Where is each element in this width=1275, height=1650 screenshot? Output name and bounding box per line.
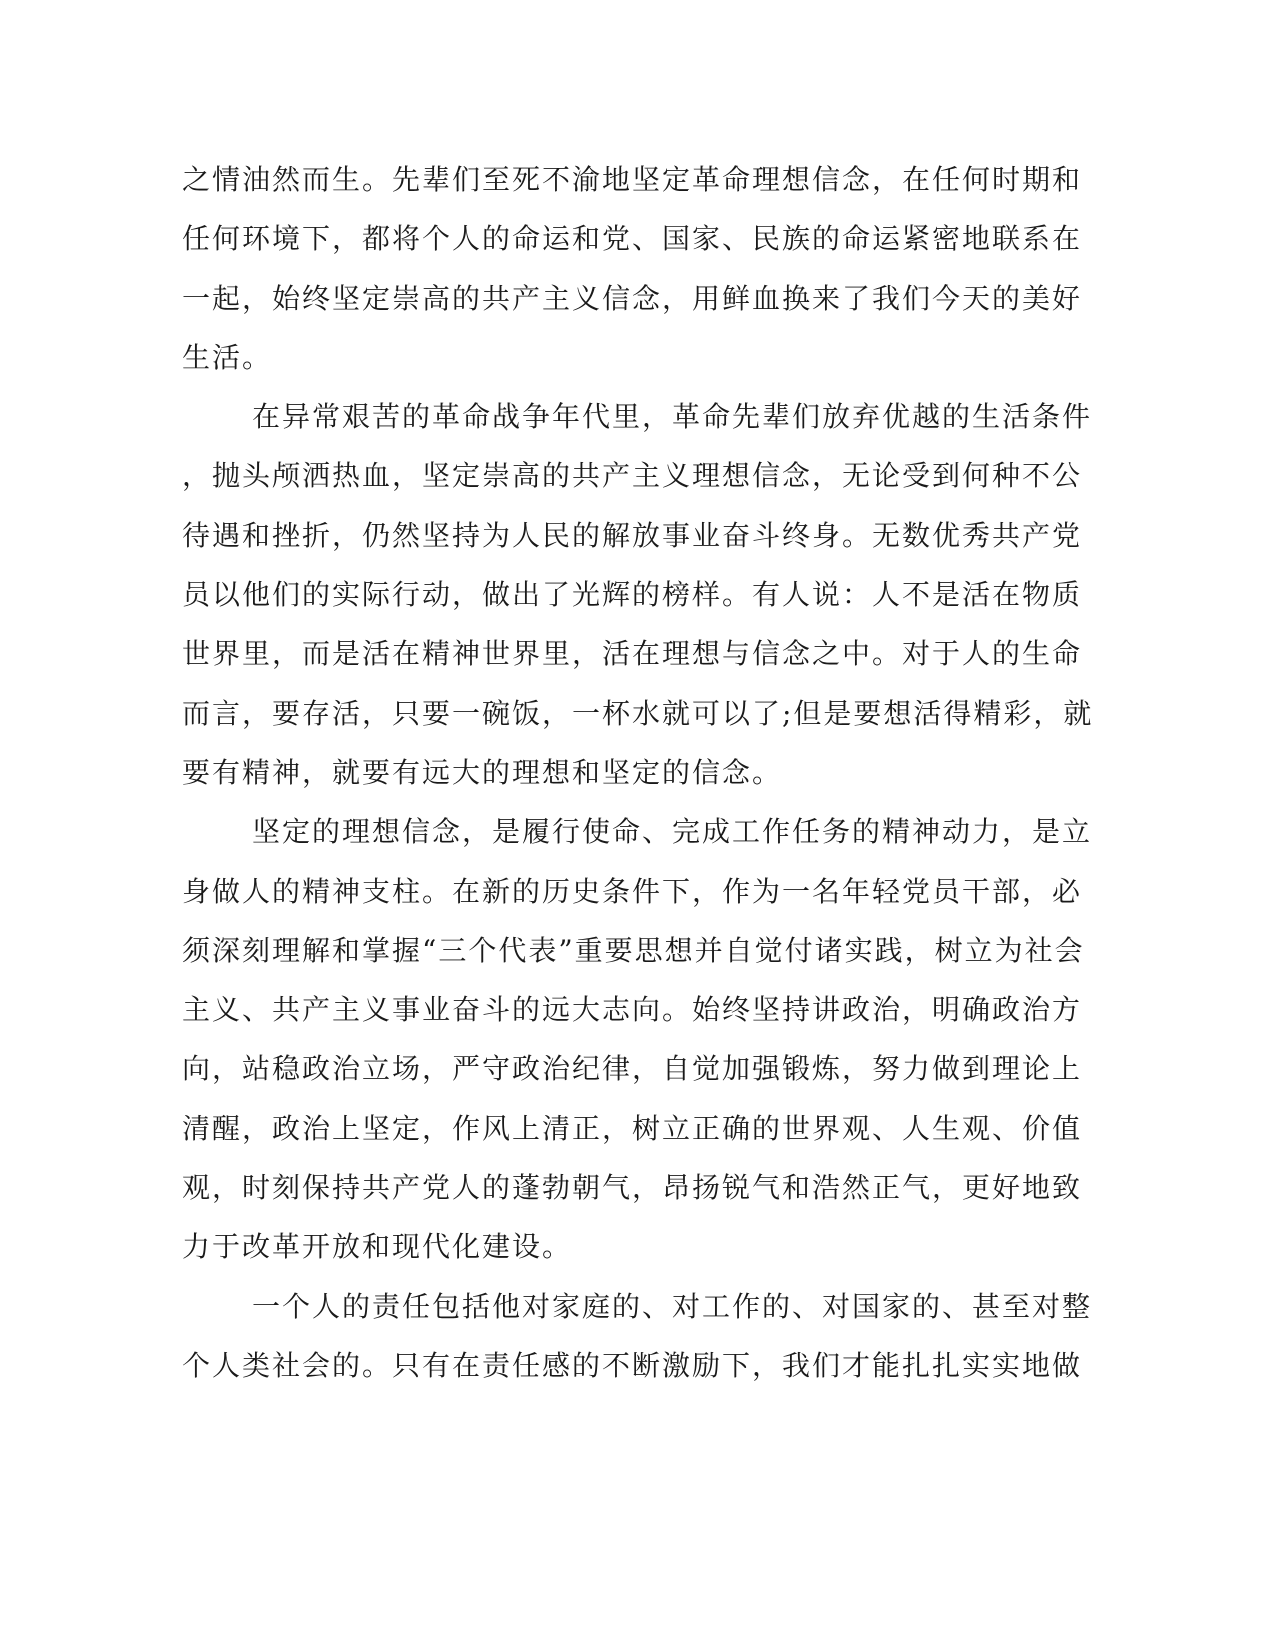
- text-line: 清醒，政治上坚定，作风上清正，树立正确的世界观、人生观、价值: [182, 1111, 1083, 1145]
- text-line: 向，站稳政治立场，严守政治纪律，自觉加强锻炼，努力做到理论上: [182, 1052, 1083, 1086]
- text-line: 身做人的精神支柱。在新的历史条件下，作为一名年轻党员干部，必: [182, 874, 1083, 908]
- text-line: 力于改革开放和现代化建设。: [182, 1230, 573, 1264]
- text-line: 之情油然而生。先辈们至死不渝地坚定革命理想信念，在任何时期和: [182, 163, 1083, 196]
- text-line: 个人类社会的。只有在责任感的不断激励下，我们才能扎扎实实地做: [182, 1348, 1083, 1382]
- text-line: 而言，要存活，只要一碗饭，一杯水就可以了;但是要想活得精彩，就: [182, 696, 1094, 730]
- text-line: 生活。: [182, 340, 273, 374]
- text-line: 观，时刻保持共产党人的蓬勃朝气，昂扬锐气和浩然正气，更好地致: [182, 1171, 1083, 1205]
- text-line: 员以他们的实际行动，做出了光辉的榜样。有人说：人不是活在物质: [182, 578, 1083, 612]
- paragraph-first-line: 坚定的理想信念，是履行使命、完成工作任务的精神动力，是立: [252, 815, 1093, 849]
- text-line: 主义、共产主义事业奋斗的远大志向。始终坚持讲政治，明确政治方: [182, 993, 1083, 1027]
- text-line: 一起，始终坚定崇高的共产主义信念，用鲜血换来了我们今天的美好: [182, 281, 1083, 315]
- text-line: 待遇和挫折，仍然坚持为人民的解放事业奋斗终身。无数优秀共产党: [182, 518, 1083, 552]
- text-line: 任何环境下，都将个人的命运和党、国家、民族的命运紧密地联系在: [182, 222, 1083, 256]
- text-line: ，抛头颅洒热血，坚定崇高的共产主义理想信念，无论受到何种不公: [182, 459, 1083, 493]
- text-line: 要有精神，就要有远大的理想和坚定的信念。: [182, 755, 783, 789]
- text-line: 世界里，而是活在精神世界里，活在理想与信念之中。对于人的生命: [182, 637, 1083, 671]
- paragraph-first-line: 在异常艰苦的革命战争年代里，革命先辈们放弃优越的生活条件: [252, 400, 1093, 434]
- text-line: 须深刻理解和掌握“三个代表”重要思想并自觉付诸实践，树立为社会: [182, 933, 1085, 967]
- body-text: [182, 150, 1094, 1395]
- paragraph-first-line: 一个人的责任包括他对家庭的、对工作的、对国家的、甚至对整: [252, 1289, 1093, 1323]
